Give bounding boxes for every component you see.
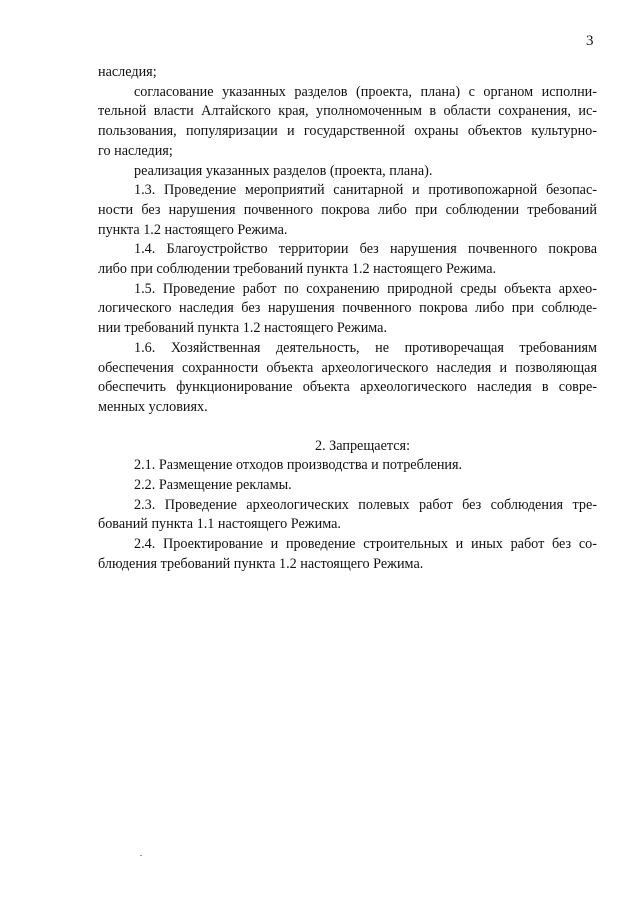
paragraph-coordination (98, 83, 597, 162)
text-line: пользования, популяризации и государственной охраны объектов культурно- (98, 123, 597, 140)
paragraph-2-4 (98, 535, 597, 574)
text-line: нии требований пункта 1.2 настоящего Режима. (98, 320, 388, 337)
text-line: блюдения требований пункта 1.2 настоящего Режима. (98, 555, 424, 572)
text-line: 1.6. Хозяйственная деятельность, не противоречащая требованиям (134, 339, 597, 356)
text-line: 2.2. Размещение рекламы. (134, 477, 292, 494)
text-line: наследия; (98, 64, 157, 80)
text-line: логического наследия без нарушения почвенного покрова либо при соблюде- (98, 300, 597, 317)
text-line: го наследия; (98, 142, 173, 159)
text-line: 1.5. Проведение работ по сохранению природной среды объекта архео- (134, 280, 597, 297)
page-number: 3 (586, 33, 594, 49)
scan-speck (140, 855, 142, 856)
paragraph-2-1 (98, 456, 597, 476)
section-2-heading: 2. Запрещается: (314, 437, 411, 454)
paragraph-2-3 (98, 496, 597, 535)
paragraph-1-3 (98, 181, 597, 240)
paragraph-1-6 (98, 339, 597, 418)
paragraph-1-5 (98, 280, 597, 339)
text-line: согласование указанных разделов (проекта, плана) с органом исполни- (134, 83, 597, 100)
paragraph-2-2 (98, 476, 597, 496)
paragraph-continuation (98, 63, 597, 83)
text-line: ности без нарушения почвенного покрова либо при соблюдении требований (98, 201, 597, 218)
text-line: 1.3. Проведение мероприятий санитарной и противопожарной безопас- (134, 182, 597, 199)
text-line: реализация указанных разделов (проекта, плана). (134, 162, 433, 179)
text-line: 1.4. Благоустройство территории без нарушения почвенного покрова (134, 241, 597, 258)
paragraph-1-4 (98, 240, 597, 279)
text-line: бований пункта 1.1 настоящего Режима. (98, 516, 341, 533)
text-line: тельной власти Алтайского края, уполномоченным в области сохранения, ис- (98, 103, 597, 120)
text-line: 2.3. Проведение археологических полевых работ без соблюдения тре- (134, 496, 597, 513)
text-line: 2.4. Проектирование и проведение строительных и иных работ без со- (134, 536, 597, 553)
text-line: либо при соблюдении требований пункта 1.2 настоящего Режима. (98, 261, 497, 278)
document-body (98, 63, 597, 575)
paragraph-implementation (98, 162, 597, 182)
text-line: обеспечить функционирование объекта археологического наследия в совре- (98, 379, 597, 396)
text-line: 2.1. Размещение отходов производства и потребления. (134, 457, 463, 474)
text-line: пункта 1.2 настоящего Режима. (98, 221, 288, 238)
section-heading (98, 437, 597, 457)
text-line: обеспечения сохранности объекта археологического наследия и позволяющая (98, 359, 597, 376)
text-line: менных условиях. (98, 398, 208, 415)
